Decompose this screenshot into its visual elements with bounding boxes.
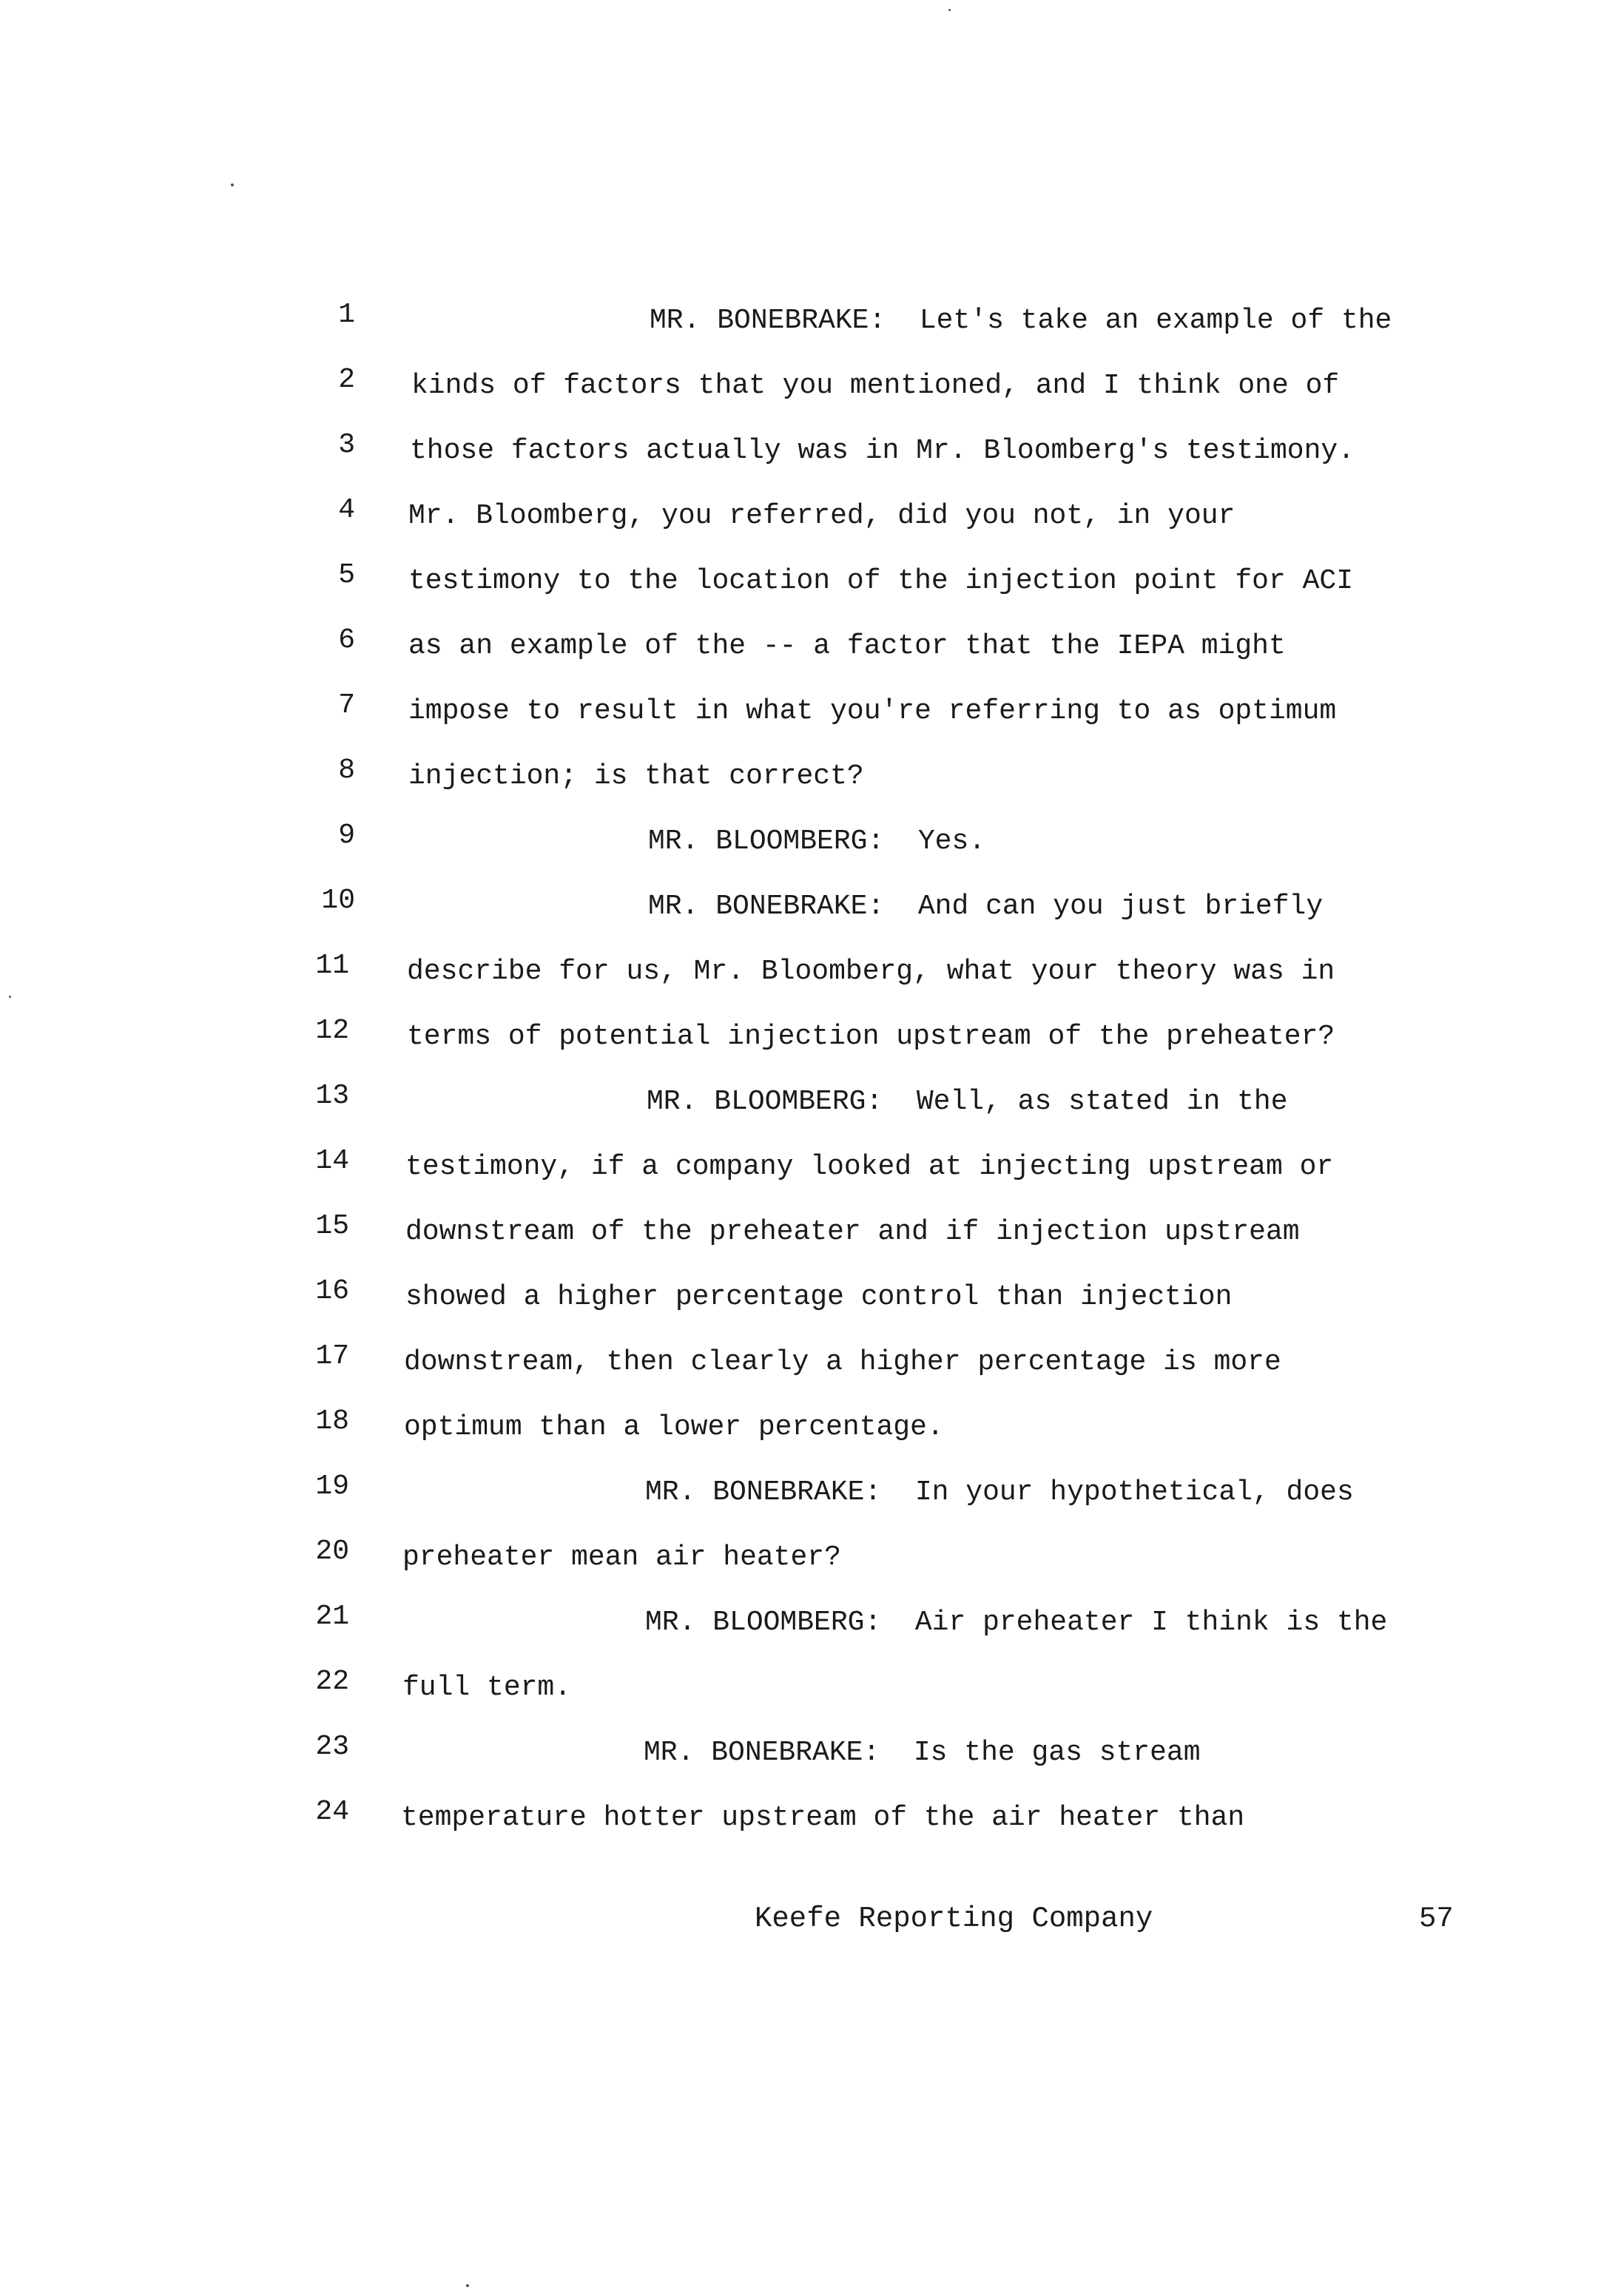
line-number: 24 [315, 1796, 349, 1828]
transcript-line: MR. BONEBRAKE: And can you just briefly [648, 891, 1324, 922]
transcript-line: temperature hotter upstream of the air heater than [401, 1802, 1245, 1834]
transcript-line: injection; is that correct? [408, 760, 864, 792]
transcript-line: optimum than a lower percentage. [404, 1411, 944, 1443]
line-number: 14 [315, 1145, 349, 1177]
line-number: 21 [315, 1601, 349, 1632]
transcript-line: testimony to the location of the injection point for ACI [408, 565, 1354, 597]
scan-speck [948, 9, 951, 11]
line-number: 19 [315, 1471, 349, 1502]
line-number: 18 [315, 1405, 349, 1437]
line-number: 12 [315, 1015, 349, 1047]
transcript-line: terms of potential injection upstream of the preheater? [407, 1021, 1335, 1053]
line-number: 23 [315, 1731, 349, 1763]
line-number: 10 [321, 885, 355, 916]
reporting-company: Keefe Reporting Company [755, 1902, 1153, 1935]
line-number: 4 [338, 494, 355, 526]
transcript-line: downstream, then clearly a higher percentage is more [404, 1346, 1281, 1378]
line-number: 9 [338, 820, 355, 851]
transcript-line: MR. BLOOMBERG: Yes. [648, 825, 986, 857]
line-number: 6 [338, 624, 355, 656]
line-number: 16 [315, 1275, 349, 1307]
transcript-line: testimony, if a company looked at injecting upstream or [405, 1151, 1334, 1183]
line-number: 22 [315, 1666, 349, 1698]
line-number: 17 [315, 1340, 349, 1372]
transcript-line: describe for us, Mr. Bloomberg, what your theory was in [407, 956, 1335, 987]
line-number: 2 [338, 364, 355, 396]
scan-speck [231, 183, 234, 186]
transcript-line: as an example of the -- a factor that the IEPA might [408, 630, 1286, 662]
transcript-line: full term. [402, 1672, 572, 1704]
line-number: 1 [338, 299, 355, 331]
page-number: 57 [1419, 1902, 1454, 1935]
line-number: 15 [315, 1210, 349, 1242]
line-number: 11 [315, 950, 349, 982]
transcript-line: Mr. Bloomberg, you referred, did you not, in your [408, 500, 1235, 532]
transcript-line: MR. BONEBRAKE: Let's take an example of the [650, 305, 1392, 337]
transcript-line: MR. BLOOMBERG: Air preheater I think is the [645, 1607, 1388, 1638]
transcript-line: those factors actually was in Mr. Bloomberg's testimony. [410, 435, 1355, 467]
line-number: 3 [338, 429, 355, 461]
line-number: 20 [315, 1536, 349, 1567]
transcript-line: showed a higher percentage control than injection [405, 1281, 1233, 1313]
transcript-line: kinds of factors that you mentioned, and I think one of [411, 370, 1340, 402]
transcript-line: preheater mean air heater? [402, 1542, 841, 1573]
scan-speck [466, 2284, 469, 2287]
line-number: 7 [338, 689, 355, 721]
scan-speck [9, 996, 11, 998]
transcript-line: MR. BONEBRAKE: In your hypothetical, does [645, 1476, 1354, 1508]
transcript-line: downstream of the preheater and if injection upstream [405, 1216, 1300, 1248]
transcript-line: MR. BONEBRAKE: Is the gas stream [644, 1737, 1201, 1769]
line-number: 8 [338, 754, 355, 786]
transcript-line: impose to result in what you're referring to as optimum [408, 695, 1337, 727]
line-number: 13 [315, 1080, 349, 1112]
line-number: 5 [338, 559, 355, 591]
transcript-line: MR. BLOOMBERG: Well, as stated in the [647, 1086, 1288, 1118]
